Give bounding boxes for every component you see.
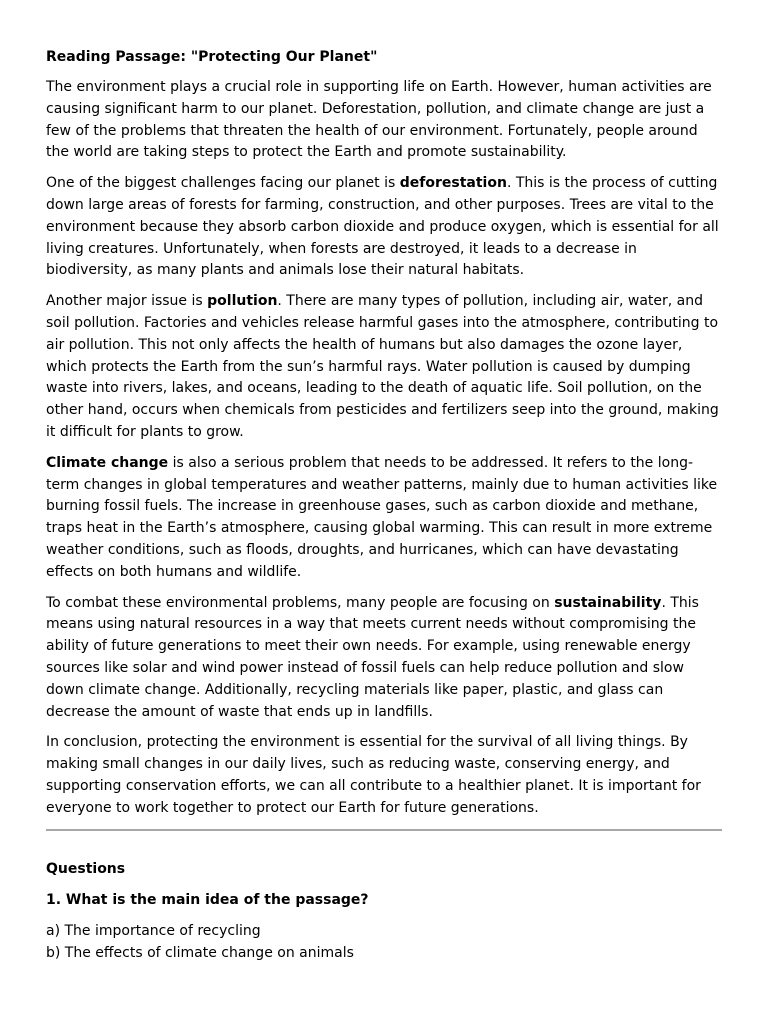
passage-paragraph-6: In conclusion, protecting the environment is essential for the survival of all living things. By making small changes in our daily lives, such as reducing waste, conserving energy, and supporting conservation efforts, we can all contribute to a healthier planet. It is important for everyone to work together to protect our Earth for future generations. [46, 734, 701, 816]
question-1-option-a: a) The importance of recycling [46, 922, 261, 939]
paragraph-text: To combat these environmental problems, many people are focusing on [46, 594, 555, 611]
paragraph-text: is also a serious problem that needs to be addressed. It refers to the long-term changes in global temperatures and weather patterns, mainly due to human activities like burning fossil fuels. The increase in greenhouse gases, such as carbon dioxide and methane, traps heat in the Earth’s atmosphere, causing global warming. This can result in more extreme weather conditions, such as floods, droughts, and hurricanes, which can have devastating effects on both humans and wildlife. [46, 454, 718, 580]
passage-title: Reading Passage: "Protecting Our Planet" [46, 49, 378, 65]
questions-heading: Questions [46, 860, 126, 877]
paragraph-text: One of the biggest challenges facing our planet is [46, 175, 400, 192]
paragraph-text: . This means using natural resources in a way that meets current needs without compromising the ability of future generations to meet their own needs. For example, using renewable energy sources like solar and wind power instead of fossil fuels can help reduce pollution and slow down climate change. Additionally, recycling materials like paper, plastic, and glass can decrease the amount of waste that ends up in landfills. [46, 594, 699, 720]
passage-paragraph-5 [46, 593, 722, 724]
key-term-climate-change: Climate change [46, 454, 169, 471]
passage-paragraph-2 [46, 173, 722, 282]
key-term-deforestation: deforestation [399, 175, 507, 192]
paragraph-text: . This is the process of cutting down large areas of forests for farming, construction, and other purposes. Trees are vital to the environment because they absorb carbon dioxide and produce oxygen, which is essential for all living creatures. Unfortunately, when forests are destroyed, it leads to a decrease in biodiversity, as many plants and animals lose their natural habitats. [46, 175, 719, 279]
key-term-sustainability: sustainability [554, 594, 662, 611]
question-1-text: 1. What is the main idea of the passage? [46, 891, 369, 908]
section-divider [46, 829, 722, 831]
key-term-pollution: pollution [207, 293, 278, 310]
paragraph-text: Another major issue is [46, 293, 208, 310]
passage-paragraph-3 [46, 291, 722, 444]
question-1-option-b: b) The effects of climate change on animals [46, 944, 354, 961]
paragraph-text: . There are many types of pollution, including air, water, and soil pollution. Factories and vehicles release harmful gases into the atmosphere, contributing to air pollution. This not only affects the health of humans but also damages the ozone layer, which protects the Earth from the sun’s harmful rays. Water pollution is caused by dumping waste into rivers, lakes, and oceans, leading to the death of aquatic life. Soil pollution, on the other hand, occurs when chemicals from pesticides and fertilizers seep into the ground, making it difficult for plants to grow. [46, 293, 719, 440]
passage-paragraph-4 [46, 453, 722, 584]
passage-paragraph-1: The environment plays a crucial role in supporting life on Earth. However, human activities are causing significant harm to our planet. Deforestation, pollution, and climate change are just a few of the problems that threaten the health of our environment. Fortunately, people around the world are taking steps to protect the Earth and promote sustainability. [46, 79, 712, 161]
